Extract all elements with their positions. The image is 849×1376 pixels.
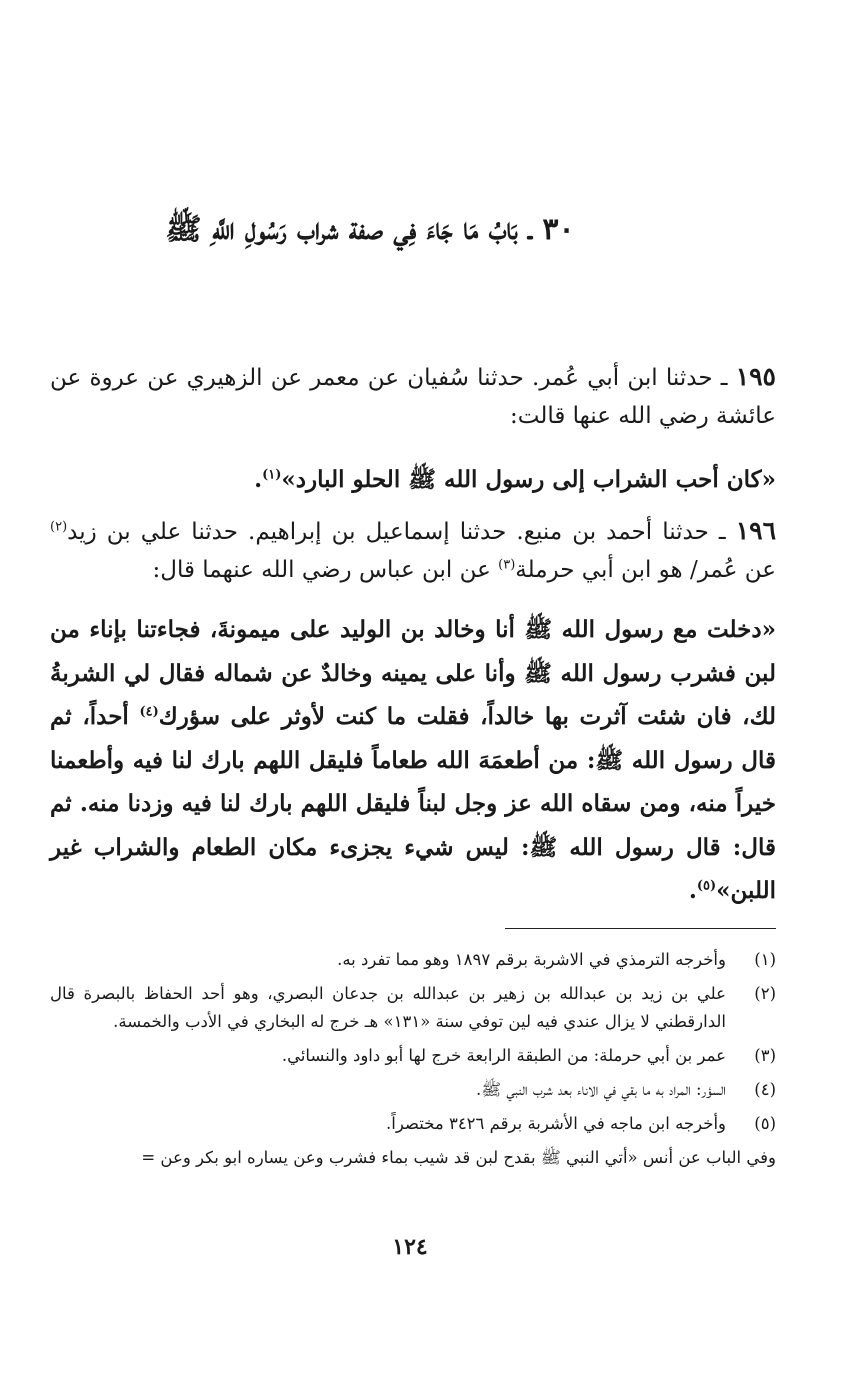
footnote-item [50,1076,776,1104]
footnote-ref: (٢) [50,519,68,535]
hadith-matn-text: أحداً، ثم قال رسول الله ﷺ: من أطعمَهَ الله طعاماً فليقل اللهم بارك لنا فيه وأطعمنا خيراً منه، ومن سقاه الله عز وجل لبناً فليقل اللهم بارك لنا فيه وزدنا منه. ثم قال: قال رسول الله ﷺ: ليس شيء يجزىء مكان الطعام والشراب غير اللبن» [50,703,776,904]
hadith-isnad-text: عن عُمر/ هو ابن أبي حرملة [515,557,776,583]
hadith-isnad-text: ـ حدثنا أحمد بن منيع. حدثنا إسماعيل بن إبراهيم. حدثنا علي بن زيد [67,519,736,545]
footnote-text: وأخرجه ابن ماجه في الأشربة برقم ٣٤٢٦ مختصراً. [385,1114,726,1133]
sentence-end: . [688,877,697,904]
hadith-195-matn [50,458,776,502]
footnote-ref: (٤) [139,704,159,720]
footnote-number: (١) [754,950,776,969]
footnote-text: وأخرجه الترمذي في الاشربة برقم ١٨٩٧ وهو مما تفرد به. [337,950,726,969]
hadith-isnad-text: عن ابن عباس رضي الله عنهما قال: [152,557,499,583]
footnote-text: علي بن زيد بن عبدالله بن زهير بن عبدالله بن جدعان البصري، وهو أحد الحفاظ بالبصرة قال الدارقطني لا يزال عندي فيه لين توفي سنة «١٣١» هـ خرج له البخاري في الأدب والخمسة. [50,984,726,1031]
sentence-end: . [254,466,263,493]
footnote-item [50,980,776,1036]
hadith-196-isnad [50,512,776,589]
footnote-item [50,1110,776,1138]
footnotes [50,946,776,1172]
page-number: ١٢٤ [392,1234,428,1260]
footnote-item [50,946,776,974]
footnote-continuation: وفي الباب عن أنس «أتي النبي ﷺ بقدح لبن قد شيب بماء فشرب وعن يساره ابو بكر وعن = [141,1148,776,1167]
footnote-number: (٥) [754,1114,776,1133]
footnote-number: (٢) [754,984,776,1003]
footnote-ref: (٣) [498,557,516,573]
hadith-matn-text: «دخلت مع رسول الله ﷺ أنا وخالد بن الوليد على ميمونةَ، فجاءتنا بإناء من لبن فشرب رسول الله ﷺ وأنا على يمينه وخالدٌ عن شماله فقال لي الشربةُ لك، فان شئت آثرت بها خالداً، فقلت ما كنت لأوثر على سؤرك [50,616,777,730]
hadith-number: ١٩٦ [735,516,777,545]
footnote-text: السؤر: المراد به ما بقي في الاناء بعد شرب النبي ﷺ. [475,1080,726,1099]
hadith-196-matn [50,608,776,913]
chapter-title: ٣٠ ـ بَابُ مَا جَاءَ فِي صفة شراب رَسُولِ اللَّهِ ﷺ [165,212,575,247]
footnote-number: (٣) [754,1046,776,1065]
footnote-ref: (٥) [696,878,717,894]
hadith-matn-text: «كان أحب الشراب إلى رسول الله ﷺ الحلو البارد» [281,466,776,493]
footnote-item [50,1042,776,1070]
hadith-195-isnad [50,358,776,435]
hadith-number: ١٩٥ [735,362,776,391]
hadith-isnad-text: ـ حدثنا ابن أبي عُمر. حدثنا سُفيان عن معمر عن الزهيري عن عروة عن عائشة رضي الله عنها قالت: [50,365,776,429]
footnote-text: عمر بن أبي حرملة: من الطبقة الرابعة خرج لها أبو داود والنسائي. [281,1046,726,1065]
footnote-ref: (١) [262,467,282,483]
footnote-divider [505,928,776,929]
footnote-number: (٤) [754,1080,776,1099]
